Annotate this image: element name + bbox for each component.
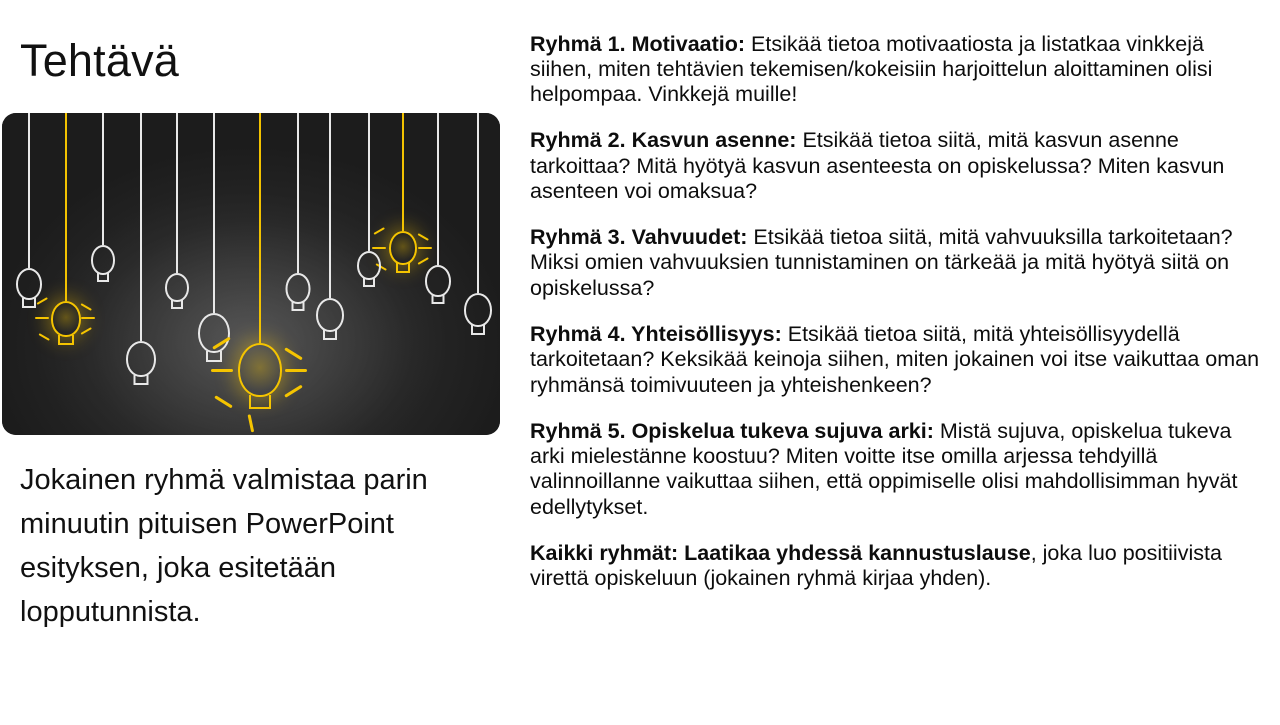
- task-text-2: Etsikää tietoa siitä, mitä kasvun asenne tarkoittaa? Mitä hyötyä kasvun asenteesta on opiskelussa? Miten kasvun asenteen voi omaksua?: [530, 128, 1225, 203]
- task-paragraph-2: [530, 128, 1260, 203]
- task-text-3: Etsikää tietoa siitä, mitä vahvuuksilla tarkoitetaan? Miksi omien vahvuuksien tunnistaminen on tärkeää ja mitä hyötyä siitä on opiskelussa?: [530, 225, 1233, 300]
- task-paragraph-1: [530, 32, 1260, 107]
- task-text-1: Etsikää tietoa motivaatiosta ja listatkaa vinkkejä siihen, miten tehtävien tekemisen/kokeisiin harjoittelun aloittaminen olisi helpompaa. Vinkkejä muille!: [530, 31, 1213, 106]
- task-paragraph-5: [530, 419, 1260, 520]
- task-text-all: , joka luo positiivista virettä opiskeluun (jokainen ryhmä kirjaa yhden).: [530, 541, 1222, 591]
- task-paragraph-all: [530, 541, 1260, 591]
- task-lead-5: Ryhmä 5. Opiskelua tukeva sujuva arki:: [530, 419, 934, 444]
- task-text-4: Etsikää tietoa siitä, mitä yhteisöllisyydellä tarkoitetaan? Keksikää keinoja siihen, miten jokainen voi itse vaikuttaa oman ryhmänsä toimivuuteen ja yhteishenkeen?: [530, 322, 1260, 397]
- task-lead-4: Ryhmä 4. Yhteisöllisyys:: [530, 322, 782, 347]
- task-paragraph-4: [530, 322, 1260, 397]
- left-body-text: Jokainen ryhmä valmistaa parin minuutin pituisen PowerPoint esityksen, joka esitetään lopputunnista.: [20, 464, 428, 629]
- task-paragraph-3: [530, 225, 1260, 300]
- task-list: [530, 10, 1260, 592]
- page-title: Tehtävä: [20, 35, 180, 86]
- task-lead-3: Ryhmä 3. Vahvuudet:: [530, 225, 748, 250]
- task-lead-1: Ryhmä 1. Motivaatio:: [530, 31, 746, 56]
- task-lead-2: Ryhmä 2. Kasvun asenne:: [530, 128, 797, 153]
- lightbulbs-image: [2, 113, 500, 435]
- task-lead-all: Kaikki ryhmät: Laatikaa yhdessä kannustuslause: [530, 541, 1031, 566]
- left-column: [0, 0, 510, 725]
- task-text-5: Mistä sujuva, opiskelua tukeva arki mielestänne koostuu? Miten voitte itse omilla arjessa tehdyillä valinnoillanne vaikuttaa siihen, että oppimiselle olisi mahdollisimman hyvät edellytykset.: [530, 419, 1238, 519]
